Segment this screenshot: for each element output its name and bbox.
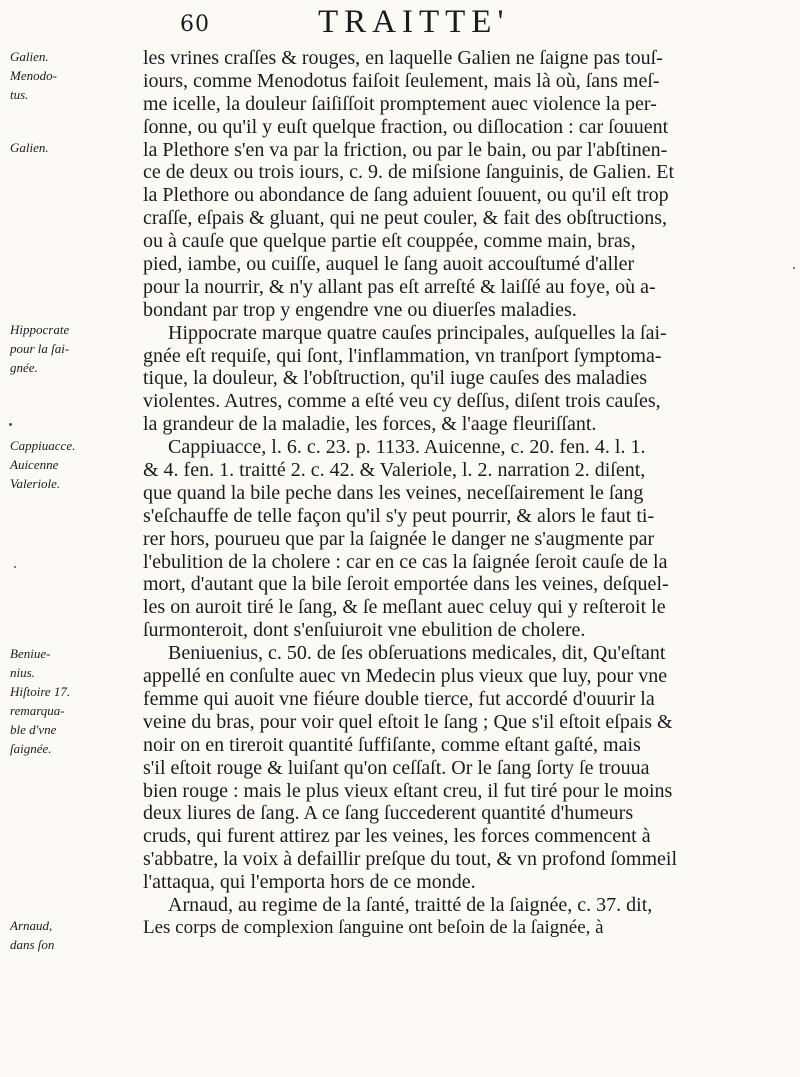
margin-note-galien-menodotus xyxy=(10,47,138,104)
margin-note-line: Valeriole. xyxy=(10,476,61,491)
text-line: ſurmonteroit, dont s'enſuiuroit vne ebulition de cholere. xyxy=(143,619,586,642)
text-line: ou à cauſe que quelque partie eſt couppée, comme main, bras, xyxy=(143,230,636,253)
text-line: veine du bras, pour voir quel eſtoit le ſang ; Que s'il eſtoit eſpais & xyxy=(143,710,673,733)
text-line: s'abbatre, la voix à defaillir preſque du tout, & vn profond ſommeil xyxy=(143,848,678,871)
text-line: appellé en conſulte auec vn Medecin plus vieux que luy, pour vne xyxy=(143,665,668,688)
text-line: pied, iambe, ou cuiſſe, auquel le ſang auoit accouſtumé d'aller xyxy=(143,253,635,276)
text-line: les vrines craſſes & rouges, en laquelle Galien ne ſaigne pas touſ- xyxy=(143,47,663,69)
text-line: que quand la bile peche dans les veines, neceſſairement le ſang xyxy=(143,481,644,504)
text-line: deux liures de ſang. A ce ſang ſuccederent quantité d'humeurs xyxy=(143,802,634,825)
margin-note-arnaud xyxy=(10,916,138,954)
text-line: ſonne, ou qu'il y euſt quelque fraction, ou diſlocation : car ſouuent xyxy=(143,115,669,138)
margin-note-line: gnée. xyxy=(10,360,38,375)
margin-note-line: Galien. xyxy=(10,49,49,64)
text-line: iours, comme Menodotus faiſoit ſeulement, mais là où, ſans meſ- xyxy=(143,69,660,92)
margin-note-line: Menodo- xyxy=(10,68,57,83)
text-line: pour la nourrir, & n'y allant pas eſt arreſté & laiſſé au foye, où a- xyxy=(143,275,656,298)
margin-note-line: Galien. xyxy=(10,140,49,155)
margin-note-line: ſaignée. xyxy=(10,741,52,756)
margin-note-line: tus. xyxy=(10,87,29,102)
running-title: TRAITTE' xyxy=(318,4,510,40)
text-line: s'eſchauffe de telle façon qu'il s'y peut pourrir, & alors le faut ti- xyxy=(143,504,655,527)
text-line: mort, d'autant que la bile ſeroit emportée dans les veines, deſquel- xyxy=(143,573,669,596)
text-line: la Plethore ou abondance de ſang aduient ſouuent, ou qu'il eſt trop xyxy=(143,184,669,207)
text-line: s'il eſtoit rouge & luiſant qu'on ceſſaſt. Or le ſang ſorty ſe trouua xyxy=(143,756,650,779)
paragraph-start-line: Arnaud, au regime de la ſanté, traitté de la ſaignée, c. 37. dit, xyxy=(168,893,653,916)
margin-note-line: Cappiuacce. xyxy=(10,438,76,453)
text-line: cruds, qui furent attirez par les veines, les forces commencent à xyxy=(143,825,651,848)
text-line: ce de deux ou trois iours, c. 9. de miſsione ſanguinis, de Galien. Et xyxy=(143,161,674,184)
text-line: noir on en tireroit quantité ſuffiſante, comme eſtant gaſté, mais xyxy=(143,733,641,756)
text-line: & 4. fen. 1. traitté 2. c. 42. & Valeriole, l. 2. narration 2. diſent, xyxy=(143,459,646,482)
margin-note-line: ble d'vne xyxy=(10,722,57,737)
text-line: bien rouge : mais le plus vieux eſtant creu, il fut tiré pour le moins xyxy=(143,779,673,802)
margin-note-line: pour la ſai- xyxy=(10,341,70,356)
page-number: 60 xyxy=(180,12,210,37)
text-line: les on auroit tiré le ſang, & ſe meſlant auec celuy qui y reſteroit le xyxy=(143,596,666,619)
paragraph-start-line: Hippocrate marque quatre cauſes principales, auſquelles la ſai- xyxy=(168,321,667,344)
text-line: tique, la douleur, & l'obſtruction, qu'il iuge cauſes des maladies xyxy=(143,367,648,390)
paragraph-start-line: Beniuenius, c. 50. de ſes obſeruations medicales, dit, Qu'eſtant xyxy=(168,642,666,665)
ink-speck xyxy=(14,566,16,568)
text-line: violentes. Autres, comme a eſté veu cy deſſus, diſent trois cauſes, xyxy=(143,390,661,413)
margin-note-line: nius. xyxy=(10,665,35,680)
text-line: l'ebulition de la cholere : car en ce cas la ſaignée ſeroit cauſe de la xyxy=(143,550,668,573)
catchword-line: Les corps de complexion ſanguine ont beſoin de la ſaignée, à xyxy=(143,916,604,938)
margin-note-line: Auicenne xyxy=(10,457,59,472)
ink-speck xyxy=(793,267,795,269)
text-line: la grandeur de la maladie, les forces, & l'aage fleuriſſant. xyxy=(143,413,597,436)
text-line: gnée eſt requiſe, qui ſont, l'inflammation, vn tranſport ſymptoma- xyxy=(143,344,662,367)
text-line: bondant par trop y engendre vne ou diuerſes maladies. xyxy=(143,298,577,321)
margin-note-line: Arnaud, xyxy=(10,918,53,933)
text-line: craſſe, eſpais & gluant, qui ne peut couler, & fait des obſtructions, xyxy=(143,207,668,230)
text-line: rer hors, pourueu que par la ſaignée le danger ne s'augmente par xyxy=(143,527,655,550)
margin-note-beniuenius xyxy=(10,644,138,758)
margin-note-line: Hiſtoire 17. xyxy=(10,684,71,699)
text-line: l'attaqua, qui l'emporta hors de ce monde. xyxy=(143,871,476,894)
text-line: la Plethore s'en va par la friction, ou par le bain, ou par l'abſtinen- xyxy=(143,138,668,161)
margin-note-hippocrate xyxy=(10,320,138,377)
text-line: femme qui auoit vne fiéure double tierce, fut accordé d'ouurir la xyxy=(143,687,655,710)
text-line: me icelle, la douleur ſaiſiſſoit promptement auec violence la per- xyxy=(143,92,657,115)
body-text xyxy=(143,47,783,940)
margin-note-line: Beniue- xyxy=(10,646,51,661)
ink-speck xyxy=(9,423,12,426)
margin-note-line: Hippocrate xyxy=(10,322,70,337)
margin-note-line: dans ſon xyxy=(10,937,55,952)
margin-note-line: remarqua- xyxy=(10,703,65,718)
margin-note-galien xyxy=(10,138,138,157)
margin-note-cappiuacce xyxy=(10,436,138,493)
paragraph-start-line: Cappiuacce, l. 6. c. 23. p. 1133. Auicenne, c. 20. fen. 4. l. 1. xyxy=(168,436,646,459)
